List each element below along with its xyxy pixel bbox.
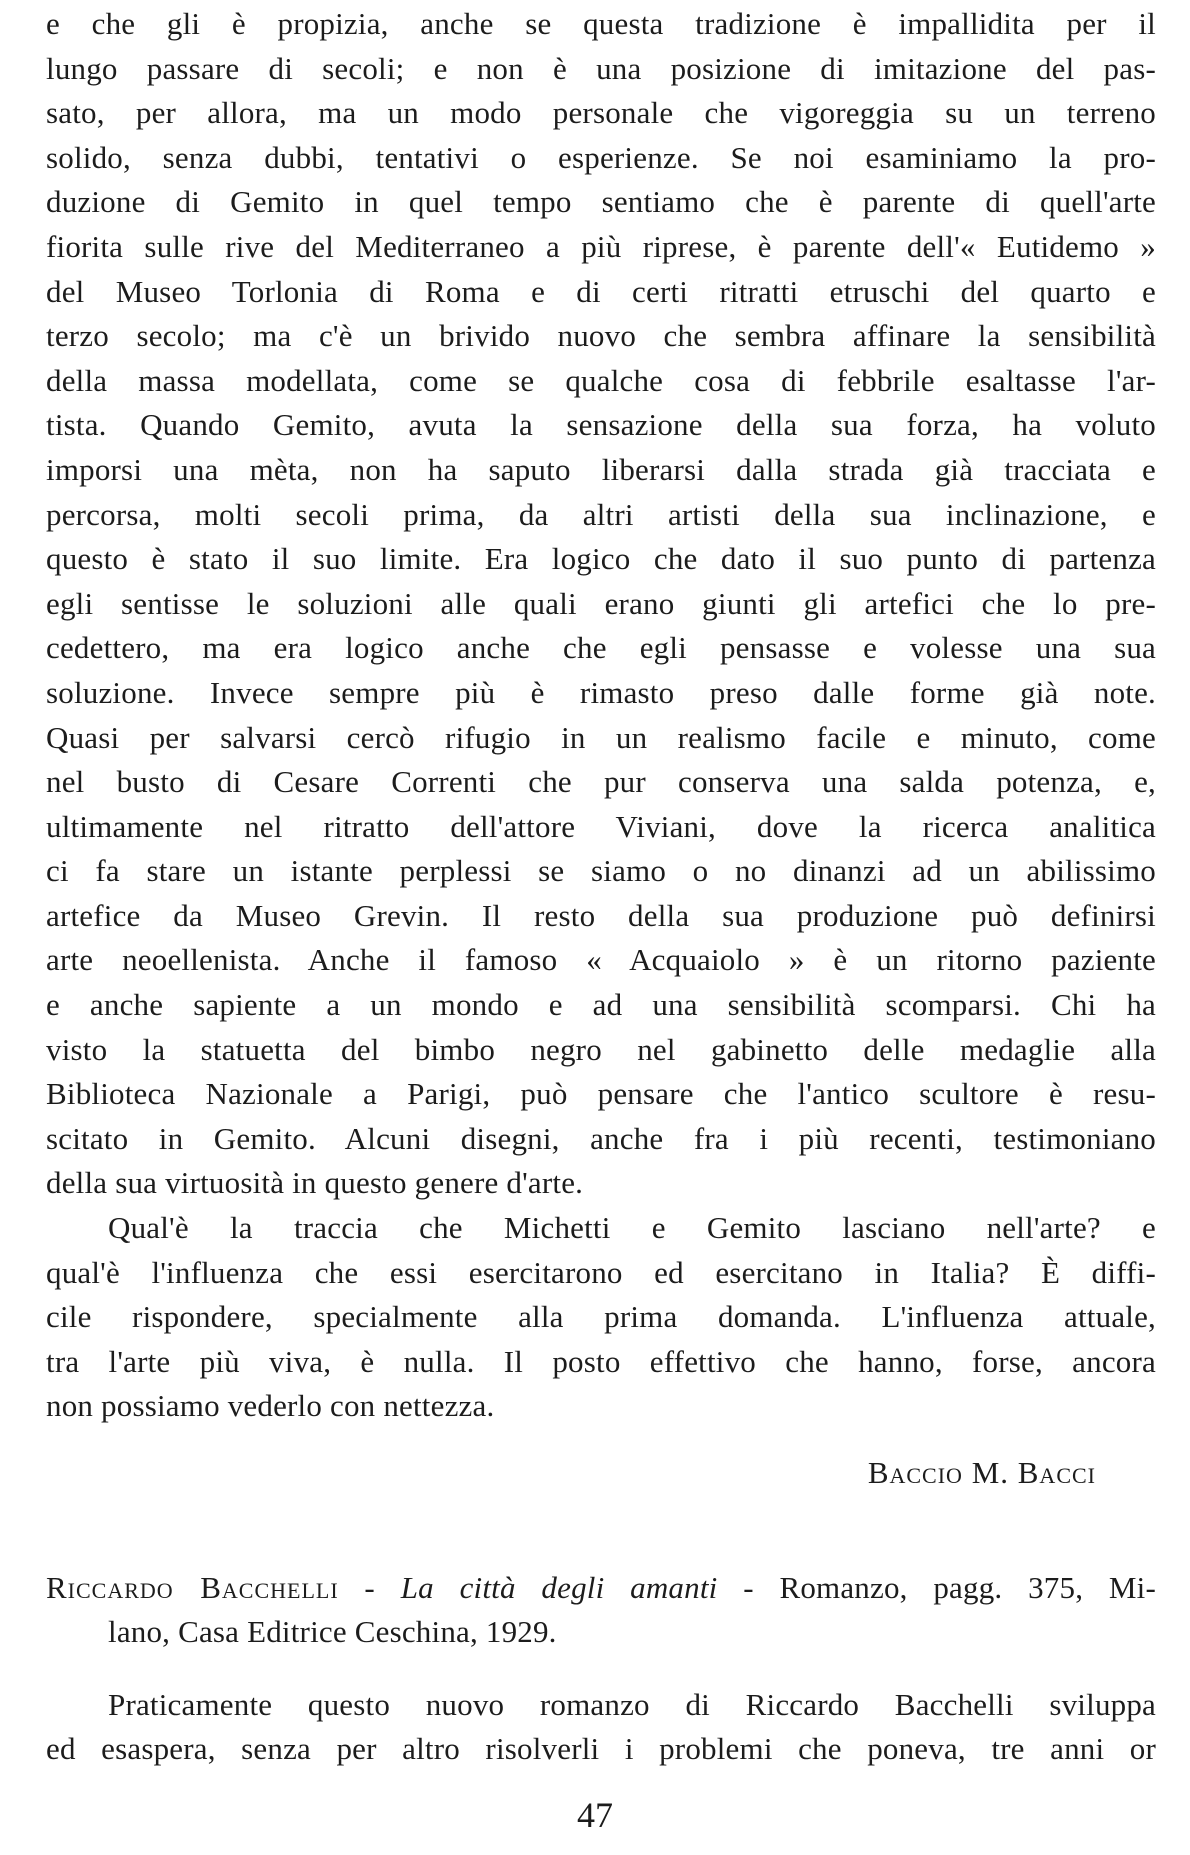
paragraph-gemito	[46, 2, 1156, 1206]
page-number: 47	[577, 1795, 613, 1835]
text-line: duzione di Gemito in quel tempo sentiamo che è parente di quell'arte	[46, 184, 1156, 220]
review-book-title: La città degli amanti	[400, 1569, 718, 1605]
review-citation-line	[46, 1566, 1156, 1611]
text-line: tista. Quando Gemito, avuta la sensazione della sua forza, ha voluto	[46, 407, 1156, 443]
review-details-continued: lano, Casa Editrice Ceschina, 1929.	[108, 1614, 557, 1650]
text-line: visto la statuetta del bimbo negro nel gabinetto delle medaglie alla	[46, 1031, 1156, 1067]
text-line: tra l'arte più viva, è nulla. Il posto effettivo che hanno, forse, ancora	[46, 1343, 1156, 1379]
text-line: della massa modellata, come se qualche cosa di febbrile esaltasse l'ar-	[46, 362, 1156, 398]
text-line: Qual'è la traccia che Michetti e Gemito lasciano nell'arte? e	[108, 1210, 1156, 1246]
text-line: questo è stato il suo limite. Era logico che dato il suo punto di partenza	[46, 541, 1156, 577]
review-details: - Romanzo, pagg. 375, Mi-	[717, 1569, 1156, 1605]
text-line: non possiamo vederlo con nettezza.	[46, 1388, 495, 1424]
paragraph-review	[46, 1683, 1156, 1772]
review-author: Riccardo Bacchelli	[46, 1569, 339, 1605]
text-line: cedettero, ma era logico anche che egli pensasse e volesse una sua	[46, 630, 1156, 666]
text-line: egli sentisse le soluzioni alle quali erano giunti gli artefici che lo pre-	[46, 585, 1156, 621]
document-page	[46, 2, 1156, 1772]
text-line: ed esaspera, senza per altro risolverli i problemi che poneva, tre anni or	[46, 1731, 1156, 1767]
text-line: fiorita sulle rive del Mediterraneo a più riprese, è parente dell'« Eutidemo »	[46, 228, 1156, 264]
text-line: qual'è l'influenza che essi esercitarono ed esercitano in Italia? È diffi-	[46, 1254, 1156, 1290]
text-line: nel busto di Cesare Correnti che pur conserva una salda potenza, e,	[46, 764, 1156, 800]
text-line: lungo passare di secoli; e non è una posizione di imitazione del pas-	[46, 50, 1156, 86]
text-line: ultimamente nel ritratto dell'attore Viviani, dove la ricerca analitica	[46, 808, 1156, 844]
paragraph-influence	[46, 1206, 1156, 1429]
text-line: e anche sapiente a un mondo e ad una sensibilità scomparsi. Chi ha	[46, 987, 1156, 1023]
text-line: e che gli è propizia, anche se questa tradizione è impallidita per il	[46, 6, 1156, 41]
text-line: scitato in Gemito. Alcuni disegni, anche fra i più recenti, testimoniano	[46, 1120, 1156, 1156]
text-line: della sua virtuosità in questo genere d'arte.	[46, 1165, 584, 1201]
section-spacer	[46, 1496, 1156, 1566]
author-signature: Baccio M. Bacci	[867, 1455, 1096, 1490]
review-separator: -	[338, 1569, 401, 1605]
text-line: imporsi una mèta, non ha saputo liberarsi dalla strada già tracciata e	[46, 451, 1156, 487]
text-line: arte neoellenista. Anche il famoso « Acquaiolo » è un ritorno paziente	[46, 942, 1156, 978]
text-line: sato, per allora, ma un modo personale che vigoreggia su un terreno	[46, 95, 1156, 131]
text-line: solido, senza dubbi, tentativi o esperienze. Se noi esaminiamo la pro-	[46, 139, 1156, 175]
text-line: Quasi per salvarsi cercò rifugio in un realismo facile e minuto, come	[46, 719, 1156, 755]
text-line: soluzione. Invece sempre più è rimasto preso dalle forme già note.	[46, 674, 1156, 710]
text-line: cile rispondere, specialmente alla prima domanda. L'influenza attuale,	[46, 1299, 1156, 1335]
section-spacer	[46, 1655, 1156, 1683]
text-line: Biblioteca Nazionale a Parigi, può pensare che l'antico scultore è resu-	[46, 1076, 1156, 1112]
book-review-heading	[46, 1566, 1156, 1655]
text-line: del Museo Torlonia di Roma e di certi ritratti etruschi del quarto e	[46, 273, 1156, 309]
text-line: ci fa stare un istante perplessi se siamo o no dinanzi ad un abilissimo	[46, 853, 1156, 889]
text-line: artefice da Museo Grevin. Il resto della sua produzione può definirsi	[46, 897, 1156, 933]
text-line: terzo secolo; ma c'è un brivido nuovo che sembra affinare la sensibilità	[46, 318, 1156, 354]
text-line: percorsa, molti secoli prima, da altri artisti della sua inclinazione, e	[46, 496, 1156, 532]
text-line: Praticamente questo nuovo romanzo di Riccardo Bacchelli sviluppa	[108, 1686, 1156, 1722]
